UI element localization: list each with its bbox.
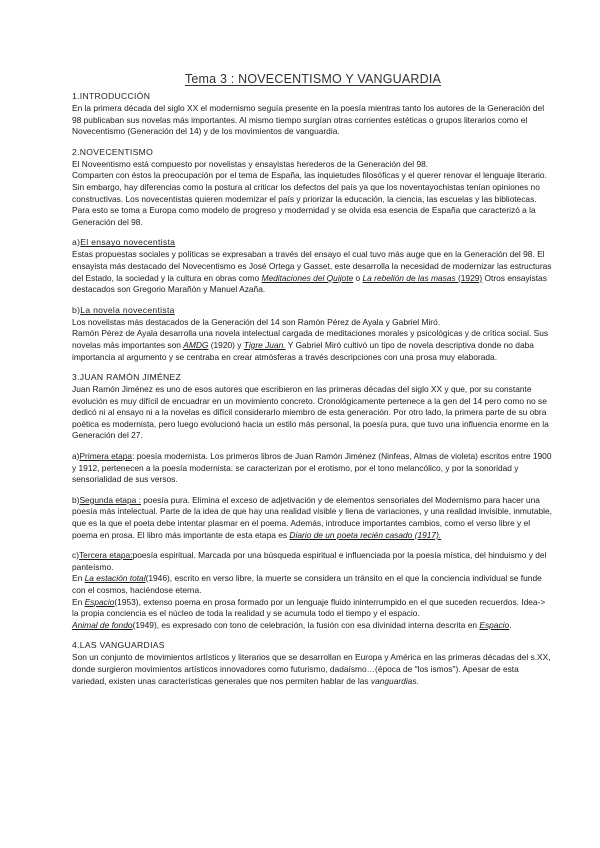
paragraph-estacion-total (72, 573, 554, 596)
novela-text-3: Y Gabriel Miró cultivó un tipo de novela descriptiva donde no daba importancia al argumento y se centraba en crear atmósferas a través descripciones con una prosa muy elaborada. (72, 339, 534, 362)
section-primera-etapa (72, 451, 554, 486)
heading-novela (72, 305, 554, 315)
ensayo-text-1: Estas propuestas sociales y políticas se expresaban a través del ensayo el cual tuvo más auge que en la Generación del 98. El ensayista más destacado del Novecentismo es José Ortega y Gasset, este desarrolla la necesidad de modernizar las estructuras del Estado, la sociedad y la cultura en obras como (72, 249, 552, 283)
vanguardias-text: Son un conjunto de movimientos artísticos y literarios que se desarrollan en Europa y América en las primeras décadas del s.XX, donde surgieron movimientos artísticos innovadores como futurismo, dadaísmo…(época de "los ismos"). Apesar de esta variedad, existen unas características generales que nos permiten hablar de las (72, 652, 551, 686)
primera-etapa-text: : poesía modernista. Los primeros libros de Juan Ramón Jiménez (Ninfeas, Almas de violeta) escritos entre 1900 y 1912, pertenecen a la poesía modernista: se caracterizan por el erotismo, por el tono melancólico, y por la sonoridad y sensorialidad de sus versos. (72, 451, 552, 485)
section-ensayo (72, 237, 554, 295)
paragraph-espacio (72, 597, 554, 620)
work-espacio: Espacio (84, 596, 115, 607)
paragraph-novela-2 (72, 328, 554, 363)
heading-ensayo-prefix: a) (72, 237, 81, 248)
work-tigre-juan: Tigre Juan. (243, 339, 286, 350)
section-vanguardias (72, 640, 554, 687)
heading-novela-prefix: b) (72, 304, 81, 315)
work-rebelion: La rebelión de las masas (362, 272, 456, 283)
heading-novela-label: La novela novecentista (80, 304, 175, 315)
ensayo-text-2: o (353, 272, 363, 283)
tercera-etapa-prefix: c) (72, 550, 79, 561)
primera-etapa-label: Primera etapa (79, 451, 133, 462)
section-tercera-etapa (72, 550, 554, 631)
vanguardias-italic: vanguardias. (370, 675, 419, 686)
section-juan-ramon (72, 372, 554, 442)
estacion-text: (1946), escrito en verso libre, la muerte se considera un tránsito en el que la conciencia individual se funde con el cosmos, haciéndose eterna. (72, 573, 542, 595)
paragraph-novela-1: Los novelistas más destacados de la Generación del 14 son Ramón Pérez de Ayala y Gabriel Miró. (72, 316, 441, 327)
heading-novecentismo: 2.NOVECENTISMO (72, 146, 154, 157)
heading-ensayo-label: El ensayo novecentista (80, 237, 176, 248)
heading-juan-ramon: 3.JUAN RAMÓN JIMÉNEZ (72, 372, 182, 383)
section-novecentismo (72, 147, 554, 229)
work-amdg: AMDG (183, 339, 209, 350)
paragraph-primera-etapa (72, 451, 554, 486)
paragraph-ensayo (72, 249, 554, 295)
work-diario: Diario de un poeta recién casado (1917). (289, 529, 442, 540)
segunda-etapa-prefix: b) (72, 494, 80, 505)
work-espacio-ref: Espacio (479, 619, 510, 630)
paragraph-animal-de-fondo (72, 620, 554, 632)
tercera-etapa-label: Tercera etapa: (78, 550, 133, 561)
novela-text-1: Ramón Pérez de Ayala desarrolla una novela intelectual cargada de meditaciones morales y psicológicas y de crítica social. Sus novelas más importantes son (72, 328, 549, 350)
tercera-etapa-text: poesía espiritual. Marcada por una búsqueda espiritual e influenciada por la poesía mística, del hinduismo y del panteísmo. (72, 550, 547, 572)
paragraph-novecentismo-1: El Noveentismo está compuesto por novelistas y ensayistas herederos de la Generación del 98. (72, 158, 429, 169)
work-rebelion-year: (1929) (455, 272, 483, 283)
paragraph-introduccion: En la primera década del siglo XX el modernismo seguía presente en la poesía mientras tanto los autores de la Generación del 98 publicaban sus novelas más importantes. Al mismo tiempo surgían otras corrientes estéticas o grupos literarios como el Novecentismo (Generación del 14) y de los movimientos de vanguardia. (72, 103, 545, 137)
document-title: Tema 3 : NOVECENTISMO Y VANGUARDIA (184, 72, 442, 86)
segunda-etapa-text: poesía pura. Elimina el exceso de adjetivación y de elementos sensoriales del Modernismo para hacer una poesía más intelectual. Parte de la idea de que hay una realidad visible y llena de variaciones, y una realidad invisible, inmutable, que es la que el poeta debe intentar plasmar en el poema. Además, introduce importantes cambios, como el verso libre y el poema en prosa. El libro más importante de esta etapa es (72, 494, 552, 540)
novela-text-2: (1920) y (208, 339, 244, 350)
espacio-text: (1953), extenso poema en prosa formado por un lenguaje fluido ininterrumpido en el que suceden recuerdos. Idea-> la propia conciencia es el núcleo de toda la realidad y se acumula todo el tiempo y el espacio. (72, 596, 546, 619)
primera-etapa-prefix: a) (72, 451, 80, 462)
heading-vanguardias: 4.LAS VANGUARDIAS (72, 640, 165, 651)
espacio-prefix: En (72, 596, 85, 607)
segunda-etapa-label: Segunda etapa : (79, 494, 141, 505)
work-estacion-total: La estación total (84, 573, 146, 584)
work-meditaciones: Meditaciones del Quijote (261, 272, 354, 283)
paragraph-segunda-etapa (72, 495, 554, 541)
paragraph-juan-ramon: Juan Ramón Jiménez es uno de esos autores que escribieron en las primeras décadas del siglo XX y que, por su constante evolución es muy difícil de encuadrar en un movimiento concreto. Cronológicamente pertenece a la gen del 14 pero como no se dedicó ni al ensayo ni a la novelas es difícil considerarlo miembro de esta generación. Por otro lado, la primera parte de su obra poética es modernista, pero luego evolucionó hacia un estilo más personal, la poesía pura, que tuvo una influencia enorme en la Generación del 27. (72, 384, 549, 441)
section-introduccion (72, 91, 554, 138)
heading-introduccion: 1.INTRODUCCIÓN (72, 91, 151, 101)
paragraph-tercera-etapa (72, 550, 554, 573)
paragraph-vanguardias (72, 652, 554, 687)
section-novela (72, 305, 554, 363)
section-segunda-etapa (72, 495, 554, 541)
estacion-prefix: En (72, 573, 85, 584)
heading-ensayo (72, 237, 554, 247)
work-animal-de-fondo: Animal de fondo (72, 619, 133, 630)
paragraph-novecentismo-2: Comparten con éstos la preocupación por el tema de España, las inquietudes filosóficas y el querer renovar el lenguaje literario. Sin embargo, hay diferencias como la postura al criticar los defectos del país ya que los noventayochistas tenían opiniones no constructivas. Los novecentistas quieren modernizar el país y priorizar la educación, la ciencia, las escuelas y las bibliotecas. Para esto se toma a Europa como modelo de progreso y modernidad y se olvida esa esencia de España que caracterizó a la Generación del 98. (72, 170, 547, 227)
ensayo-text-3: Otros ensayistas destacados son Gregorio Marañón y Manuel Azaña. (72, 272, 547, 295)
animal-end: . (509, 619, 512, 630)
animal-text: (1949), es expresado con tono de celebración, la fusión con esa divinidad interna descrita en (132, 619, 480, 630)
